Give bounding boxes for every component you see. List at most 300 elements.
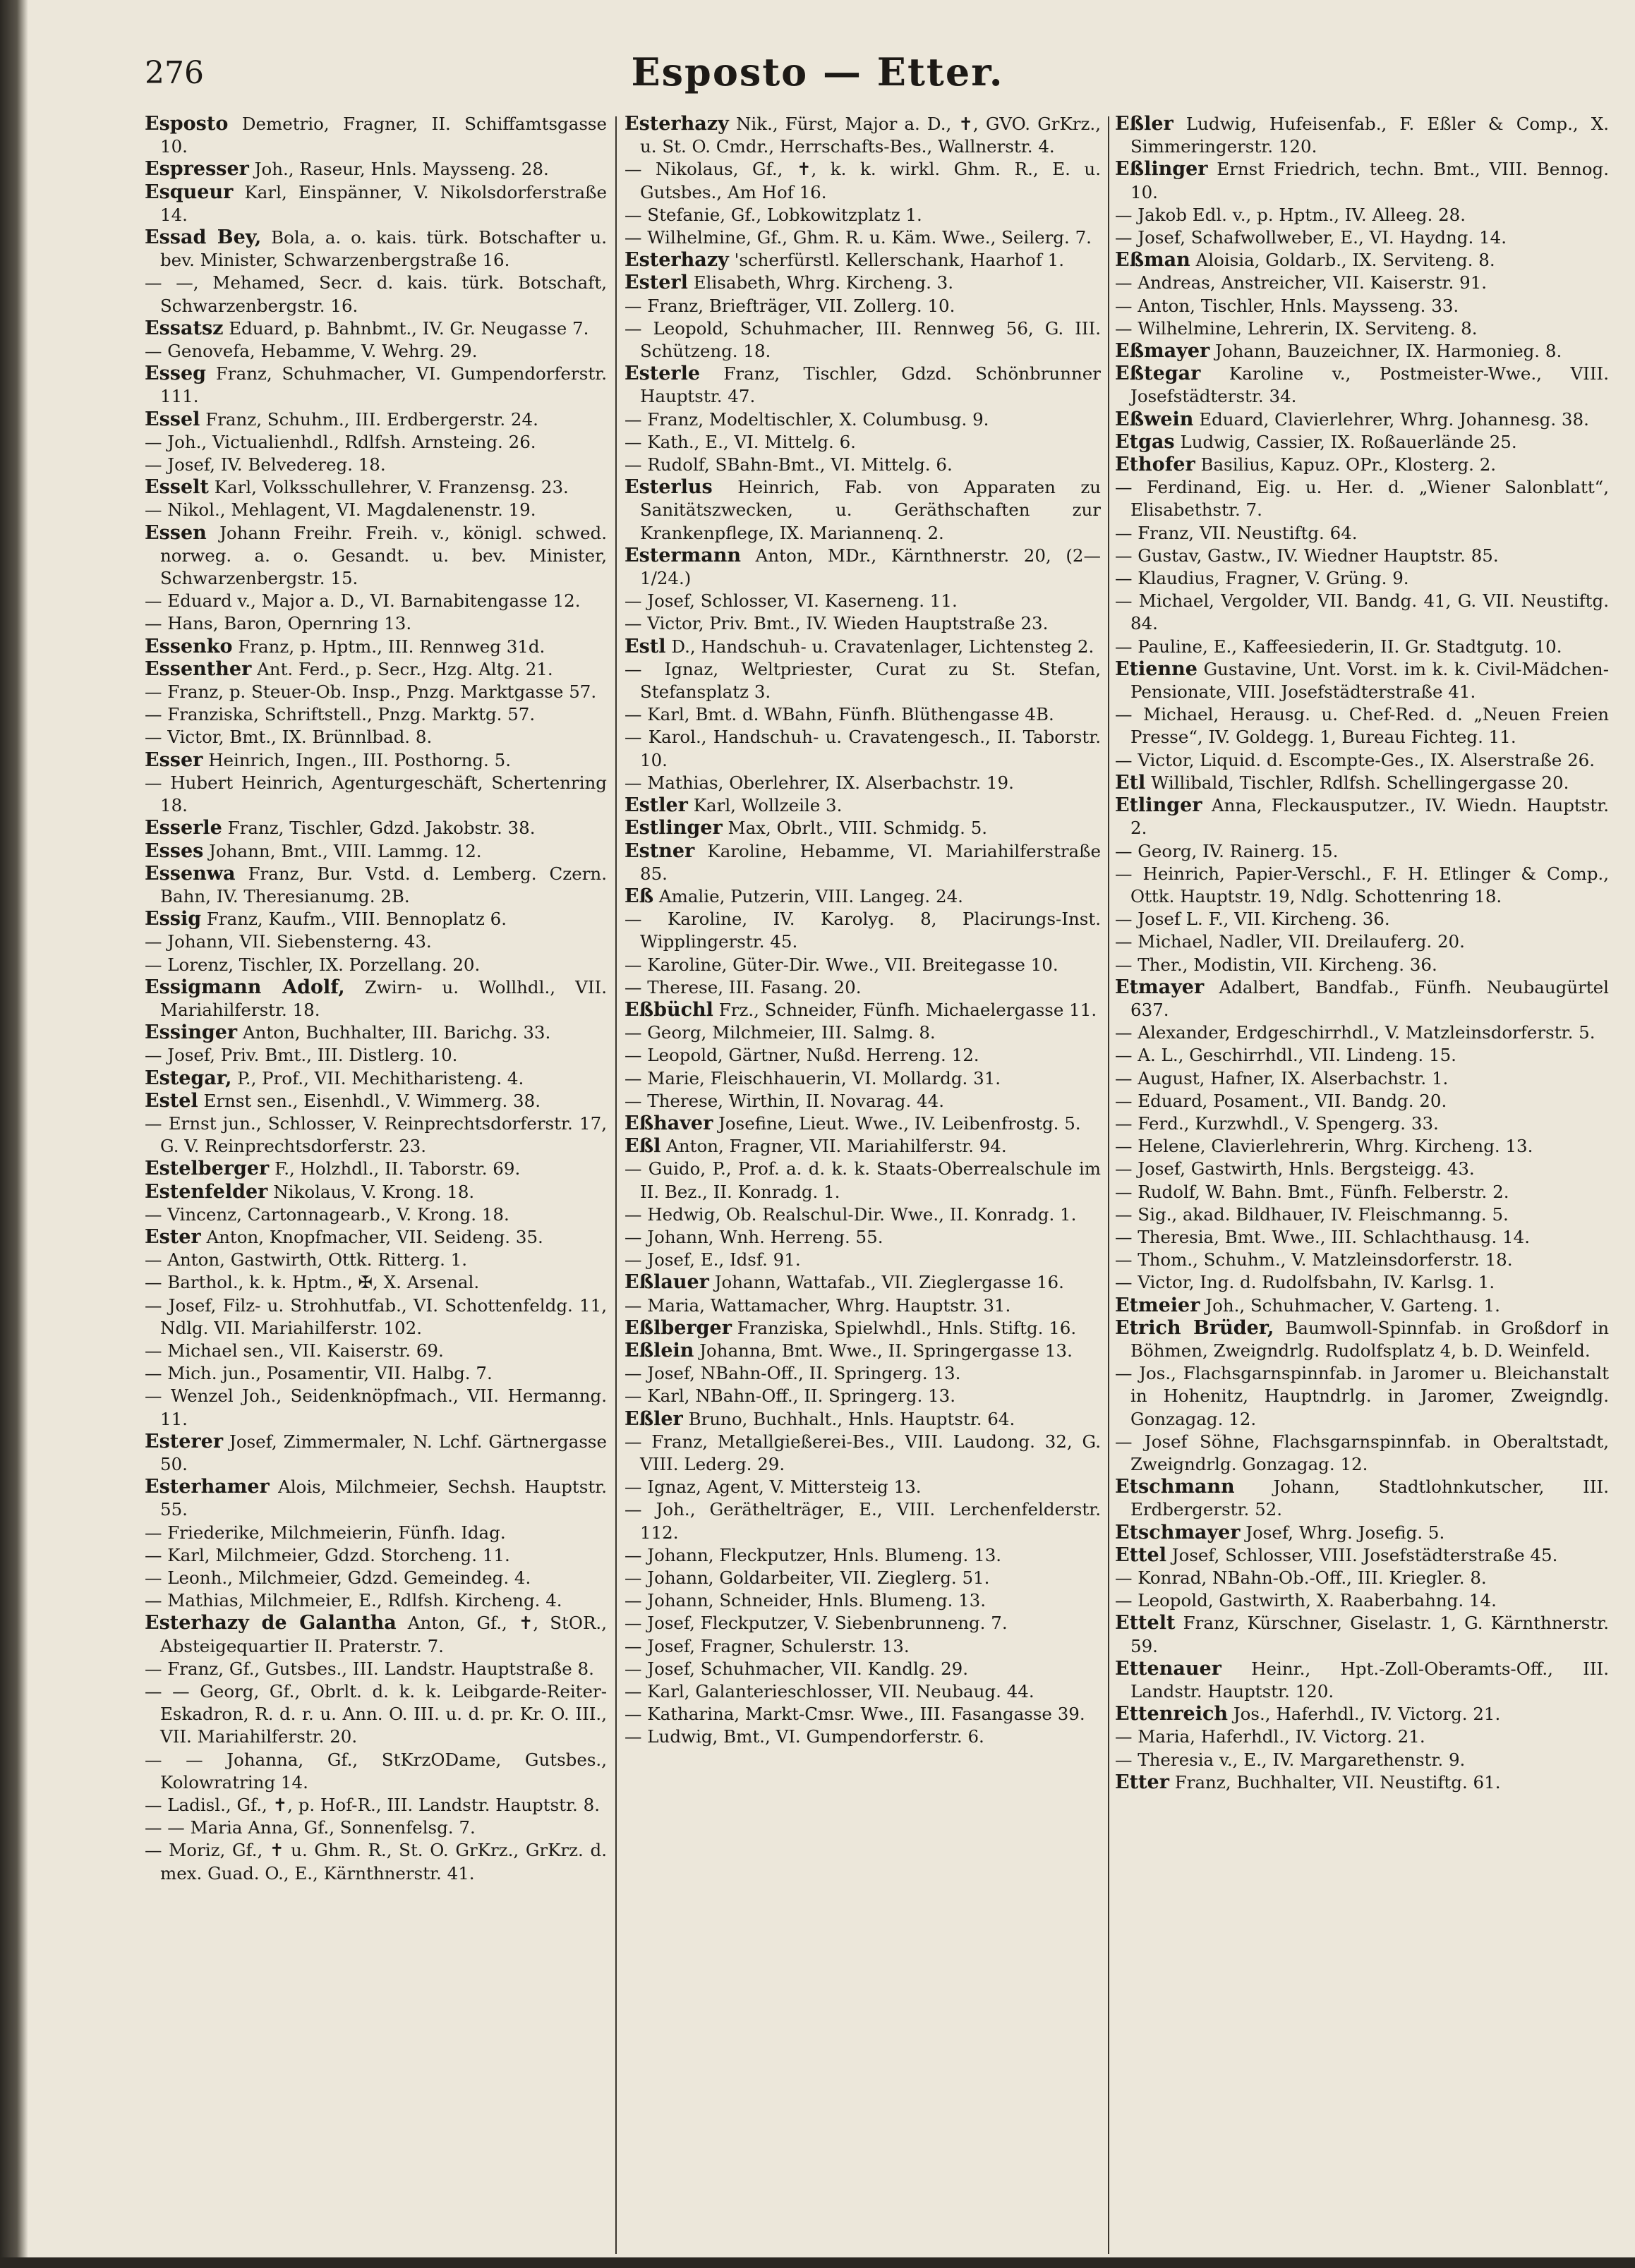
- entry-text: — Ignaz, Weltpriester, Curat zu St. Stefan, Stefansplatz 3.: [625, 658, 1101, 703]
- directory-entry: [625, 1203, 1101, 1226]
- directory-entry: [1115, 1726, 1609, 1748]
- entry-text: — A. L., Geschirrhdl., VII. Lindeng. 15.: [1115, 1045, 1456, 1066]
- entry-surname: Etrich Brüder,: [1115, 1316, 1274, 1339]
- directory-entry: [625, 249, 1101, 272]
- directory-entry: [625, 1294, 1101, 1317]
- directory-entry: [1115, 340, 1609, 363]
- entry-text: Anton, Buchhalter, III. Barichg. 33.: [242, 1022, 551, 1043]
- directory-entry: [145, 1544, 607, 1567]
- entry-text: — Wilhelmine, Gf., Ghm. R. u. Käm. Wwe., Seilerg. 7.: [625, 227, 1092, 248]
- entry-text: Franz, p. Hptm., III. Rennweg 31d.: [238, 636, 545, 657]
- directory-entry: [145, 476, 607, 499]
- entry-text: Ludwig, Hufeisenfab., F. Eßler & Comp., X. Simmeringerstr. 120.: [1130, 114, 1609, 157]
- directory-entry: [625, 999, 1101, 1021]
- entry-text: — Josef, Priv. Bmt., III. Distlerg. 10.: [145, 1045, 458, 1066]
- directory-entry: [145, 1476, 607, 1521]
- entry-text: Anton, Knopfmacher, VII. Seideng. 35.: [206, 1226, 543, 1247]
- entry-text: — Karl, Milchmeier, Gdzd. Storcheng. 11.: [145, 1544, 510, 1565]
- entry-surname: Esterhazy: [625, 113, 729, 135]
- directory-entry: [145, 976, 607, 1021]
- directory-entry: [1115, 226, 1609, 249]
- directory-entry: [145, 954, 607, 976]
- entry-surname: Ester: [145, 1225, 201, 1248]
- entry-text: Franz, Tischler, Gdzd. Jakobstr. 38.: [227, 818, 536, 839]
- entry-text: 'scherfürstl. Kellerschank, Haarhof 1.: [734, 250, 1064, 271]
- entry-text: — Victor, Ing. d. Rudolfsbahn, IV. Karlsg. 1.: [1115, 1272, 1495, 1293]
- entry-text: — Hans, Baron, Opernring 13.: [145, 613, 412, 634]
- directory-entry: [625, 885, 1101, 908]
- entry-text: — Franz, p. Steuer-Ob. Insp., Pnzg. Marktgasse 57.: [145, 681, 597, 703]
- directory-entry: [1115, 545, 1609, 567]
- entry-text: Anton, Gf., ✝, StOR., Absteigequartier II. Praterstr. 7.: [160, 1613, 607, 1656]
- directory-entry: [1115, 1090, 1609, 1112]
- entry-text: Heinr., Hpt.-Zoll-Oberamts-Off., III. Landstr. Hauptstr. 120.: [1130, 1658, 1609, 1702]
- entry-text: D., Handschuh- u. Cravatenlager, Lichtensteg 2.: [671, 636, 1094, 657]
- entry-surname: Esserle: [145, 817, 222, 839]
- entry-text: — Johann, Schneider, Hnls. Blumeng. 13.: [625, 1590, 987, 1611]
- directory-entry: [625, 794, 1101, 817]
- directory-entry: [625, 1044, 1101, 1067]
- entry-text: Heinrich, Ingen., III. Posthorng. 5.: [208, 749, 511, 770]
- entry-text: — Therese, III. Fasang. 20.: [625, 976, 862, 997]
- entry-text: Johann, Bmt., VIII. Lammg. 12.: [209, 840, 482, 861]
- entry-text: — Joh., Victualienhdl., Rdlfsh. Arnsteing. 26.: [145, 431, 536, 452]
- directory-entry: [1115, 1431, 1609, 1476]
- directory-entry: [145, 1385, 607, 1430]
- directory-entry: [145, 1044, 607, 1067]
- directory-entry: [625, 1635, 1101, 1658]
- entry-surname: Etschmayer: [1115, 1521, 1241, 1544]
- directory-entry: [1115, 272, 1609, 294]
- entry-text: Amalie, Putzerin, VIII. Langeg. 24.: [658, 885, 963, 906]
- entry-text: — Nikol., Mehlagent, VI. Magdalenenstr. 19.: [145, 499, 536, 521]
- directory-entry: [145, 703, 607, 726]
- entry-text: — Ladisl., Gf., ✝, p. Hof-R., III. Landstr. Hauptstr. 8.: [145, 1795, 600, 1816]
- directory-entry: [145, 1203, 607, 1226]
- directory-entry: [1115, 1612, 1609, 1657]
- directory-entry: [145, 431, 607, 454]
- entry-text: — Ther., Modistin, VII. Kircheng. 36.: [1115, 954, 1437, 975]
- directory-entry: [625, 840, 1101, 885]
- directory-entry: [625, 431, 1101, 454]
- entry-text: Zwirn- u. Wollhdl., VII. Mariahilferstr. 18.: [160, 976, 607, 1020]
- directory-entry: [625, 1158, 1101, 1203]
- entry-text: — Heinrich, Papier-Verschl., F. H. Etlinger & Comp., Ottk. Hauptstr. 19, Ndlg. Schottenring 18.: [1115, 863, 1609, 906]
- entry-text: — Johann, Goldarbeiter, VII. Zieglerg. 51.: [625, 1567, 990, 1588]
- directory-entry: [145, 1158, 607, 1180]
- directory-entry: [1115, 772, 1609, 794]
- entry-text: — — Johanna, Gf., StKrzODame, Gutsbes., Kolowratring 14.: [145, 1749, 607, 1793]
- directory-entry: [625, 1498, 1101, 1544]
- directory-entry: [625, 726, 1101, 771]
- entry-text: — Victor, Priv. Bmt., IV. Wieden Hauptstraße 23.: [625, 613, 1049, 634]
- entry-text: Josef, Schlosser, VIII. Josefstädterstraße 45.: [1171, 1544, 1558, 1565]
- directory-entry: [1115, 567, 1609, 590]
- directory-entry: [1115, 1067, 1609, 1090]
- entry-text: — August, Hafner, IX. Alserbachstr. 1.: [1115, 1067, 1449, 1088]
- directory-entry: [1115, 476, 1609, 521]
- directory-entry: [625, 454, 1101, 476]
- entry-surname: Esposto: [145, 113, 229, 135]
- directory-entry: [145, 1794, 607, 1817]
- entry-text: — —, Mehamed, Secr. d. kais. türk. Botschaft, Schwarzenbergstr. 16.: [145, 272, 607, 316]
- entry-text: — Karl, Galanterieschlosser, VII. Neubaug. 44.: [625, 1681, 1034, 1702]
- directory-entry: [1115, 317, 1609, 340]
- entry-text: Karoline, Hebamme, VI. Mariahilferstraße 85.: [640, 840, 1101, 884]
- entry-surname: Eßman: [1115, 249, 1190, 272]
- directory-entry: [145, 272, 607, 317]
- directory-entry: [625, 1317, 1101, 1340]
- directory-entry: [145, 658, 607, 681]
- entry-text: Anton, MDr., Kärnthnerstr. 20, (2—1/24.): [640, 545, 1101, 589]
- entry-text: — Ernst jun., Schlosser, V. Reinprechtsdorferstr. 17, G. V. Reinprechtsdorferstr. 23.: [145, 1112, 607, 1157]
- entry-text: — Karol., Handschuh- u. Cravatengesch., II. Taborstr. 10.: [625, 727, 1101, 770]
- entry-surname: Eßler: [625, 1407, 683, 1430]
- entry-surname: Eßlein: [625, 1339, 694, 1362]
- entry-text: — — Georg, Gf., Obrlt. d. k. k. Leibgarde-Reiter-Eskadron, R. d. r. u. Ann. O. III. u. d. pr. Kr. O. III., VII. Mariahilferstr. 20.: [145, 1681, 607, 1747]
- entry-text: Heinrich, Fab. von Apparaten zu Sanitätszwecken, u. Geräthschaften zur Krankenpflege, IX. Mariannenq. 2.: [640, 477, 1101, 543]
- directory-entry: [145, 840, 607, 863]
- directory-entry: [145, 1612, 607, 1657]
- entry-text: — Wenzel Joh., Seidenknöpfmach., VII. Hermanng. 11.: [145, 1385, 607, 1429]
- entry-text: — Maria, Haferhdl., IV. Victorg. 21.: [1115, 1726, 1425, 1747]
- entry-text: — Michael, Herausg. u. Chef-Red. d. „Neuen Freien Presse“, IV. Goldegg. 1, Bureau Fichteg. 11.: [1115, 704, 1609, 748]
- entry-text: — Stefanie, Gf., Lobkowitzplatz 1.: [625, 204, 922, 225]
- column-2: [625, 113, 1101, 2257]
- entry-text: Johann, Stadtlohnkutscher, III. Erdbergerstr. 52.: [1130, 1476, 1609, 1520]
- entry-text: Ernst Friedrich, techn. Bmt., VIII. Bennog. 10.: [1130, 159, 1609, 202]
- directory-entry: [145, 340, 607, 363]
- directory-entry: [145, 817, 607, 839]
- entry-text: — Mich. jun., Posamentir, VII. Halbg. 7.: [145, 1363, 493, 1384]
- entry-text: Alois, Milchmeier, Sechsh. Hauptstr. 55.: [160, 1476, 607, 1520]
- entry-text: — Josef, Filz- u. Strohhutfab., VI. Schottenfeldg. 11, Ndlg. VII. Mariahilferstr. 102.: [145, 1294, 607, 1338]
- directory-entry: [1115, 158, 1609, 203]
- entry-surname: Essenwa: [145, 862, 236, 885]
- entry-text: — Hedwig, Ob. Realschul-Dir. Wwe., II. Konradg. 1.: [625, 1203, 1077, 1225]
- directory-entry: [625, 1431, 1101, 1476]
- directory-entry: [145, 1181, 607, 1203]
- entry-surname: Etmayer: [1115, 976, 1205, 998]
- directory-entry: [625, 1658, 1101, 1680]
- directory-entry: [625, 1249, 1101, 1271]
- directory-entry: [1115, 1181, 1609, 1203]
- entry-surname: Etmeier: [1115, 1294, 1200, 1316]
- entry-text: Joh., Raseur, Hnls. Maysseng. 28.: [254, 159, 549, 180]
- entry-surname: Esses: [145, 839, 204, 862]
- directory-entry: [625, 272, 1101, 294]
- directory-entry: [145, 590, 607, 612]
- directory-entry: [1115, 930, 1609, 953]
- directory-entry: [625, 317, 1101, 363]
- entry-text: — Ferdinand, Eig. u. Her. d. „Wiener Salonblatt“, Elisabethstr. 7.: [1115, 477, 1609, 521]
- entry-text: — Sig., akad. Bildhauer, IV. Fleischmanng. 5.: [1115, 1203, 1509, 1225]
- entry-text: — Karoline, Güter-Dir. Wwe., VII. Breitegasse 10.: [625, 954, 1058, 975]
- entry-surname: Espresser: [145, 158, 249, 181]
- directory-entry: [625, 1226, 1101, 1249]
- directory-entry: [625, 1340, 1101, 1362]
- directory-entry: [1115, 1658, 1609, 1703]
- entry-text: — — Maria Anna, Gf., Sonnenfelsg. 7.: [145, 1817, 476, 1838]
- entry-text: — Guido, P., Prof. a. d. k. k. Staats-Oberrealschule im II. Bez., II. Konradg. 1.: [625, 1158, 1101, 1202]
- directory-entry: [625, 295, 1101, 317]
- directory-entry: [1115, 1362, 1609, 1431]
- column-3: [1115, 113, 1609, 2257]
- directory-entry: [1115, 408, 1609, 431]
- directory-entry: [145, 1021, 607, 1044]
- entry-text: Franz, Schuhmacher, VI. Gumpendorferstr. 111.: [160, 363, 607, 407]
- directory-entry: [625, 545, 1101, 590]
- entry-text: Franz, Bur. Vstd. d. Lemberg. Czern. Bahn, IV. Theresianumg. 2B.: [160, 863, 607, 906]
- directory-entry: [625, 1271, 1101, 1294]
- entry-surname: Etl: [1115, 771, 1146, 794]
- entry-text: — Rudolf, SBahn-Bmt., VI. Mittelg. 6.: [625, 454, 953, 475]
- directory-entry: [625, 1112, 1101, 1135]
- directory-entry: [145, 1839, 607, 1884]
- directory-entry: [1115, 1158, 1609, 1180]
- entry-surname: Esterlus: [625, 476, 713, 499]
- directory-entry: [145, 1749, 607, 1794]
- entry-text: P., Prof., VII. Mechitharisteng. 4.: [237, 1067, 524, 1088]
- directory-entry: [625, 1680, 1101, 1703]
- entry-text: — Katharina, Markt-Cmsr. Wwe., III. Fasangasse 39.: [625, 1704, 1085, 1725]
- entry-surname: Essinger: [145, 1021, 238, 1044]
- entry-surname: Esterl: [625, 272, 688, 294]
- entry-surname: Etter: [1115, 1771, 1169, 1793]
- entry-text: Franziska, Spielwhdl., Hnls. Stiftg. 16.: [737, 1317, 1077, 1338]
- directory-entry: [145, 863, 607, 908]
- entry-surname: Eß: [625, 885, 654, 907]
- entry-text: — Franz, VII. Neustiftg. 64.: [1115, 522, 1358, 543]
- entry-text: — Rudolf, W. Bahn. Bmt., Fünfh. Felberstr. 2.: [1115, 1181, 1509, 1202]
- directory-entry: [1115, 840, 1609, 863]
- directory-entry: [1115, 1589, 1609, 1612]
- directory-entry: [145, 1658, 607, 1680]
- entry-text: — Karl, Bmt. d. WBahn, Fünfh. Blüthengasse 4B.: [625, 704, 1054, 725]
- entry-surname: Ettenreich: [1115, 1703, 1229, 1726]
- entry-text: — Theresia v., E., IV. Margarethenstr. 9.: [1115, 1749, 1466, 1770]
- directory-entry: [145, 1680, 607, 1749]
- directory-entry: [625, 476, 1101, 545]
- directory-entry: [145, 772, 607, 817]
- page-spine: [0, 0, 28, 2268]
- directory-entry: [145, 1112, 607, 1158]
- directory-entry: [145, 113, 607, 158]
- entry-surname: Esselt: [145, 476, 209, 499]
- entry-text: — Michael, Vergolder, VII. Bandg. 41, G. VII. Neustiftg. 84.: [1115, 590, 1609, 634]
- entry-text: — Michael sen., VII. Kaiserstr. 69.: [145, 1340, 444, 1361]
- directory-entry: [145, 930, 607, 953]
- entry-text: — Mathias, Milchmeier, E., Rdlfsh. Kircheng. 4.: [145, 1590, 562, 1611]
- directory-entry: [145, 1294, 607, 1340]
- entry-text: — Nikolaus, Gf., ✝, k. k. wirkl. Ghm. R., E. u. Gutsbes., Am Hof 16.: [625, 159, 1101, 202]
- directory-entry: [145, 1431, 607, 1476]
- entry-surname: Essen: [145, 521, 207, 544]
- entry-text: — Josef, IV. Belvedereg. 18.: [145, 454, 386, 475]
- directory-entry: [625, 1544, 1101, 1567]
- directory-entry: [625, 1726, 1101, 1748]
- entry-surname: Eßler: [1115, 113, 1174, 135]
- entry-text: — Ludwig, Bmt., VI. Gumpendorferstr. 6.: [625, 1726, 984, 1747]
- entry-text: Josefine, Lieut. Wwe., IV. Leibenfrostg. 5.: [718, 1112, 1081, 1134]
- directory-entry: [1115, 1567, 1609, 1589]
- entry-text: — Franziska, Schriftstell., Pnzg. Marktg. 57.: [145, 704, 536, 725]
- entry-text: Aloisia, Goldarb., IX. Serviteng. 8.: [1195, 250, 1495, 271]
- directory-entry: [1115, 590, 1609, 635]
- entry-text: Franz, Schuhm., III. Erdbergerstr. 24.: [205, 408, 538, 430]
- entry-text: Ernst sen., Eisenhdl., V. Wimmerg. 38.: [203, 1090, 541, 1111]
- entry-text: — Alexander, Erdgeschirrhdl., V. Matzleinsdorferstr. 5.: [1115, 1022, 1595, 1043]
- entry-surname: Eßmayer: [1115, 340, 1210, 363]
- entry-surname: Esqueur: [145, 181, 234, 203]
- entry-text: Josef, Whrg. Josefig. 5.: [1245, 1522, 1445, 1543]
- entry-text: Karl, Volksschullehrer, V. Franzensg. 23.: [214, 477, 569, 498]
- directory-entry: [145, 1567, 607, 1589]
- entry-text: — Victor, Liquid. d. Escompte-Ges., IX. Alserstraße 26.: [1115, 749, 1595, 770]
- entry-surname: Esterle: [625, 363, 701, 385]
- entry-text: — Therese, Wirthin, II. Novarag. 44.: [625, 1090, 944, 1111]
- entry-text: — Karl, NBahn-Off., II. Springerg. 13.: [625, 1385, 956, 1407]
- directory-entry: [1115, 636, 1609, 658]
- directory-entry: [625, 1135, 1101, 1158]
- entry-surname: Esterhazy: [625, 249, 729, 272]
- directory-entry: [1115, 113, 1609, 158]
- directory-entry: [145, 636, 607, 658]
- entry-surname: Essigmann Adolf,: [145, 976, 345, 998]
- entry-surname: Ettenauer: [1115, 1657, 1221, 1680]
- directory-entry: [1115, 1271, 1609, 1294]
- entry-text: — Hubert Heinrich, Agenturgeschäft, Schertenring 18.: [145, 772, 607, 816]
- entry-text: Karoline v., Postmeister-Wwe., VIII. Josefstädterstr. 34.: [1130, 363, 1609, 407]
- entry-text: — Theresia, Bmt. Wwe., III. Schlachthausg. 14.: [1115, 1226, 1531, 1247]
- directory-entry: [625, 1408, 1101, 1431]
- entry-text: Nik., Fürst, Major a. D., ✝, GVO. GrKrz., u. St. O. Cmdr., Herrschafts-Bes., Wallnerstr. 4.: [640, 114, 1101, 157]
- entry-surname: Eßlberger: [625, 1316, 732, 1339]
- entry-text: F., Holzhdl., II. Taborstr. 69.: [274, 1158, 521, 1180]
- entry-text: Nikolaus, V. Krong. 18.: [273, 1181, 475, 1202]
- directory-entry: [1115, 749, 1609, 772]
- entry-text: — Josef, Schuhmacher, VII. Kandlg. 29.: [625, 1658, 969, 1679]
- directory-entry: [1115, 1476, 1609, 1521]
- directory-entry: [145, 1271, 607, 1294]
- entry-text: — Moriz, Gf., ✝ u. Ghm. R., St. O. GrKrz., GrKrz. d. mex. Guad. O., E., Kärnthnerstr. 41.: [145, 1840, 607, 1884]
- directory-entry: [145, 1340, 607, 1362]
- column-divider: [615, 116, 617, 2254]
- entry-text: — Leonh., Milchmeier, Gdzd. Gemeindeg. 4.: [145, 1567, 531, 1588]
- directory-entry: [145, 749, 607, 772]
- entry-text: — Josef, Schafwollweber, E., VI. Haydng. 14.: [1115, 227, 1507, 248]
- entry-text: — Victor, Bmt., IX. Brünnlbad. 8.: [145, 727, 433, 748]
- entry-text: Franz, Tischler, Gdzd. Schönbrunner Hauptstr. 47.: [640, 363, 1101, 407]
- entry-text: Johann, Wattafab., VII. Zieglergasse 16.: [714, 1272, 1064, 1293]
- entry-surname: Estlinger: [625, 817, 723, 839]
- entry-text: — Konrad, NBahn-Ob.-Off., III. Kriegler. 8.: [1115, 1567, 1487, 1588]
- directory-entry: [145, 1589, 607, 1612]
- entry-text: — Andreas, Anstreicher, VII. Kaiserstr. 91.: [1115, 272, 1488, 293]
- entry-text: Franz, Buchhalter, VII. Neustiftg. 61.: [1174, 1771, 1501, 1793]
- entry-text: — Pauline, E., Kaffeesiederin, II. Gr. Stadtgutg. 10.: [1115, 636, 1562, 657]
- directory-entry: [625, 408, 1101, 431]
- entry-text: Karl, Einspänner, V. Nikolsdorferstraße 14.: [160, 181, 607, 225]
- entry-text: — Josef Söhne, Flachsgarnspinnfab. in Oberaltstadt, Zweigndrlg. Gonzagag. 12.: [1115, 1431, 1609, 1474]
- entry-text: — Franz, Briefträger, VII. Zollerg. 10.: [625, 295, 955, 316]
- directory-entry: [145, 1067, 607, 1090]
- directory-entry: [625, 636, 1101, 658]
- directory-entry: [625, 590, 1101, 612]
- entry-surname: Esterhazy de Galantha: [145, 1612, 397, 1635]
- column-divider: [1108, 116, 1109, 2254]
- entry-text: — Ferd., Kurzwhdl., V. Spengerg. 33.: [1115, 1112, 1439, 1134]
- directory-entry: [625, 772, 1101, 794]
- directory-entry: [1115, 863, 1609, 908]
- directory-entry: [145, 317, 607, 340]
- page-number: 276: [145, 55, 204, 91]
- directory-entry: [1115, 1317, 1609, 1362]
- entry-text: — Anton, Tischler, Hnls. Maysseng. 33.: [1115, 295, 1459, 316]
- directory-entry: [1115, 363, 1609, 408]
- directory-entry: [625, 976, 1101, 999]
- entry-text: — Helene, Clavierlehrerin, Whrg. Kircheng. 13.: [1115, 1136, 1533, 1157]
- entry-text: — Josef, NBahn-Off., II. Springerg. 13.: [625, 1363, 961, 1384]
- entry-surname: Eßlauer: [625, 1271, 709, 1294]
- directory-entry: [145, 408, 607, 431]
- directory-entry: [1115, 1249, 1609, 1271]
- entry-text: — Thom., Schuhm., V. Matzleinsdorferstr. 18.: [1115, 1249, 1513, 1271]
- entry-text: — Johann, Wnh. Herreng. 55.: [625, 1226, 883, 1247]
- directory-entry: [1115, 522, 1609, 545]
- entry-text: — Eduard, Posament., VII. Bandg. 20.: [1115, 1090, 1447, 1111]
- entry-surname: Estegar,: [145, 1067, 232, 1089]
- directory-entry: [1115, 658, 1609, 703]
- entry-text: Johann Freihr. Freih. v., königl. schwed. norweg. a. o. Gesandt. u. bev. Minister, Schwarzenbergstr. 15.: [160, 522, 607, 589]
- entry-surname: Etlinger: [1115, 794, 1202, 817]
- entry-text: Josef, Zimmermaler, N. Lchf. Gärtnergasse 50.: [160, 1431, 607, 1474]
- directory-entry: [625, 703, 1101, 726]
- entry-text: Max, Obrlt., VIII. Schmidg. 5.: [728, 818, 988, 839]
- directory-entry: [1115, 1044, 1609, 1067]
- entry-text: — Anton, Gastwirth, Ottk. Ritterg. 1.: [145, 1249, 468, 1271]
- directory-entry: [145, 612, 607, 635]
- entry-surname: Esterer: [145, 1430, 224, 1453]
- entry-text: — Josef, Gastwirth, Hnls. Bergsteigg. 43.: [1115, 1158, 1475, 1180]
- entry-surname: Esterhamer: [145, 1476, 270, 1498]
- entry-surname: Estel: [145, 1089, 198, 1112]
- entry-surname: Essatsz: [145, 317, 224, 339]
- entry-text: Gustavine, Unt. Vorst. im k. k. Civil-Mädchen-Pensionate, VIII. Josefstädterstraße 41.: [1130, 658, 1609, 703]
- entry-text: Elisabeth, Whrg. Kircheng. 3.: [693, 272, 954, 293]
- directory-entry: [625, 1476, 1101, 1498]
- entry-text: — Gustav, Gastw., IV. Wiedner Hauptstr. 85.: [1115, 545, 1499, 566]
- directory-entry: [625, 1612, 1101, 1635]
- entry-text: — Genovefa, Hebamme, V. Wehrg. 29.: [145, 341, 478, 362]
- directory-entry: [1115, 1135, 1609, 1158]
- entry-text: — Lorenz, Tischler, IX. Porzellang. 20.: [145, 954, 481, 975]
- directory-entry: [625, 1703, 1101, 1726]
- entry-surname: Essig: [145, 908, 202, 930]
- directory-entry: [145, 1090, 607, 1112]
- entry-surname: Essel: [145, 408, 200, 430]
- entry-text: Basilius, Kapuz. OPr., Klosterg. 2.: [1200, 454, 1497, 475]
- entry-text: — Georg, IV. Rainerg. 15.: [1115, 840, 1339, 861]
- entry-text: — Klaudius, Fragner, V. Grüng. 9.: [1115, 568, 1409, 589]
- entry-surname: Eßtegar: [1115, 363, 1201, 385]
- entry-text: — Marie, Fleischhauerin, VI. Mollardg. 31.: [625, 1067, 1001, 1088]
- directory-entry: [625, 204, 1101, 226]
- directory-entry: [1115, 295, 1609, 317]
- entry-surname: Ethofer: [1115, 454, 1195, 476]
- directory-entry: [1115, 454, 1609, 476]
- entry-text: Anna, Fleckausputzer., IV. Wiedn. Hauptstr. 2.: [1130, 795, 1609, 839]
